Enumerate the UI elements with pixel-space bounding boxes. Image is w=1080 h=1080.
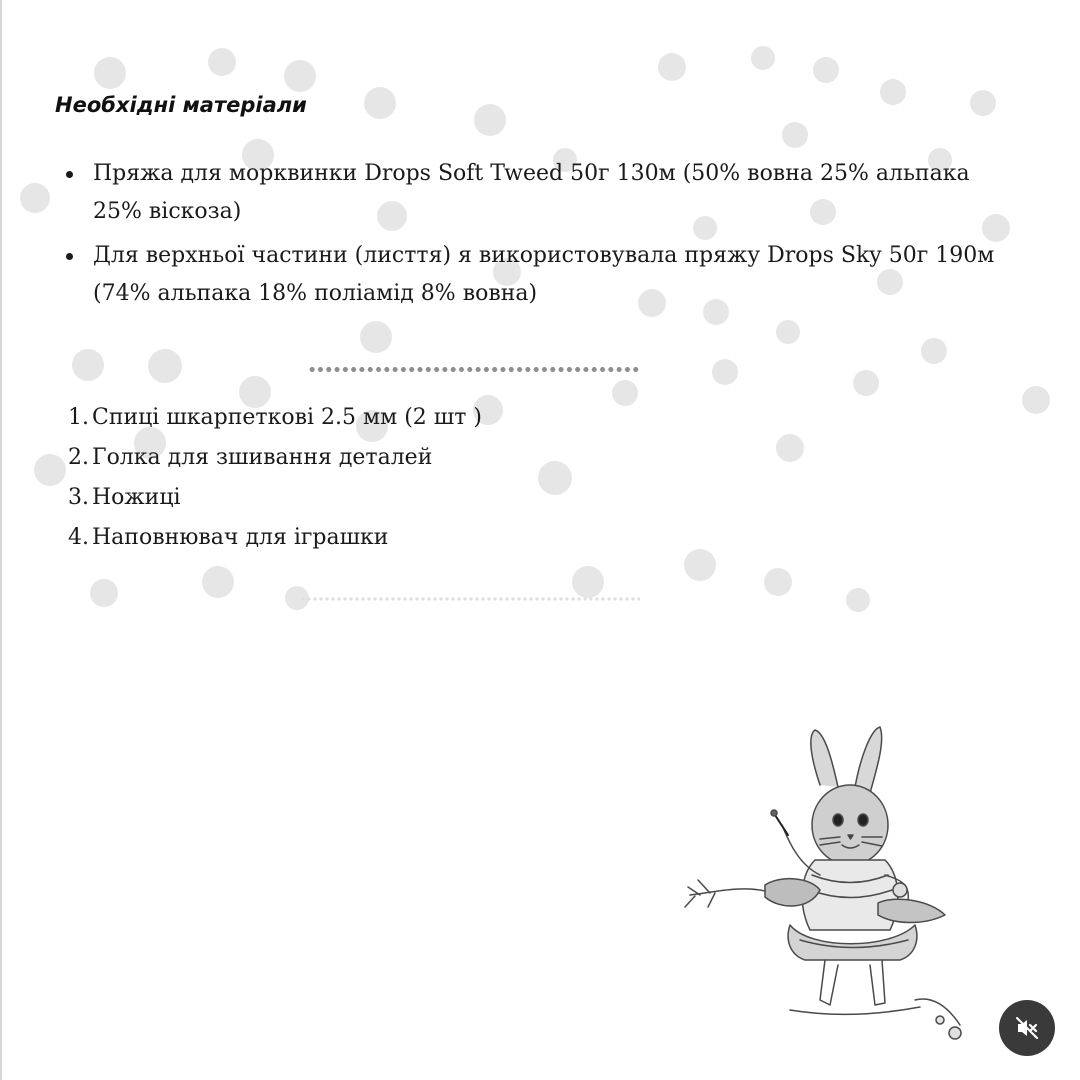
item-number: 4. (68, 525, 89, 550)
material-text: Пряжа для морквинки Drops Soft Tweed 50г 130м (50% вовна 25% альпака 25% віскоза) (93, 161, 970, 224)
speaker-muted-icon (1014, 1015, 1040, 1041)
item-number: 2. (68, 445, 89, 470)
mute-toggle-button[interactable] (999, 1000, 1055, 1056)
tool-text: Наповнювач для іграшки (92, 525, 389, 550)
page-title: Необхідні матеріали (55, 93, 307, 117)
item-number: 1. (68, 405, 89, 430)
bullet-dot-icon (66, 253, 73, 260)
tool-text: Ножиці (92, 485, 181, 510)
materials-list (62, 155, 1022, 319)
bunny-with-carrot-illustration (670, 715, 1000, 1045)
list-item (68, 478, 482, 518)
tools-list (68, 398, 482, 558)
tool-text: Спиці шкарпеткові 2.5 мм (2 шт ) (92, 405, 482, 430)
material-text: Для верхньої частини (лисття) я використовувала пряжу Drops Sky 50г 190м (74% альпака 18% поліамід 8% вовна) (93, 243, 995, 306)
dotted-separator (308, 366, 640, 373)
tool-text: Голка для зшивання деталей (92, 445, 433, 470)
list-item (68, 438, 482, 478)
list-item (62, 155, 1022, 231)
list-item (62, 237, 1022, 313)
item-number: 3. (68, 485, 89, 510)
bullet-dot-icon (66, 171, 73, 178)
faint-dotted-separator (300, 597, 640, 601)
list-item (68, 398, 482, 438)
list-item (68, 518, 482, 558)
